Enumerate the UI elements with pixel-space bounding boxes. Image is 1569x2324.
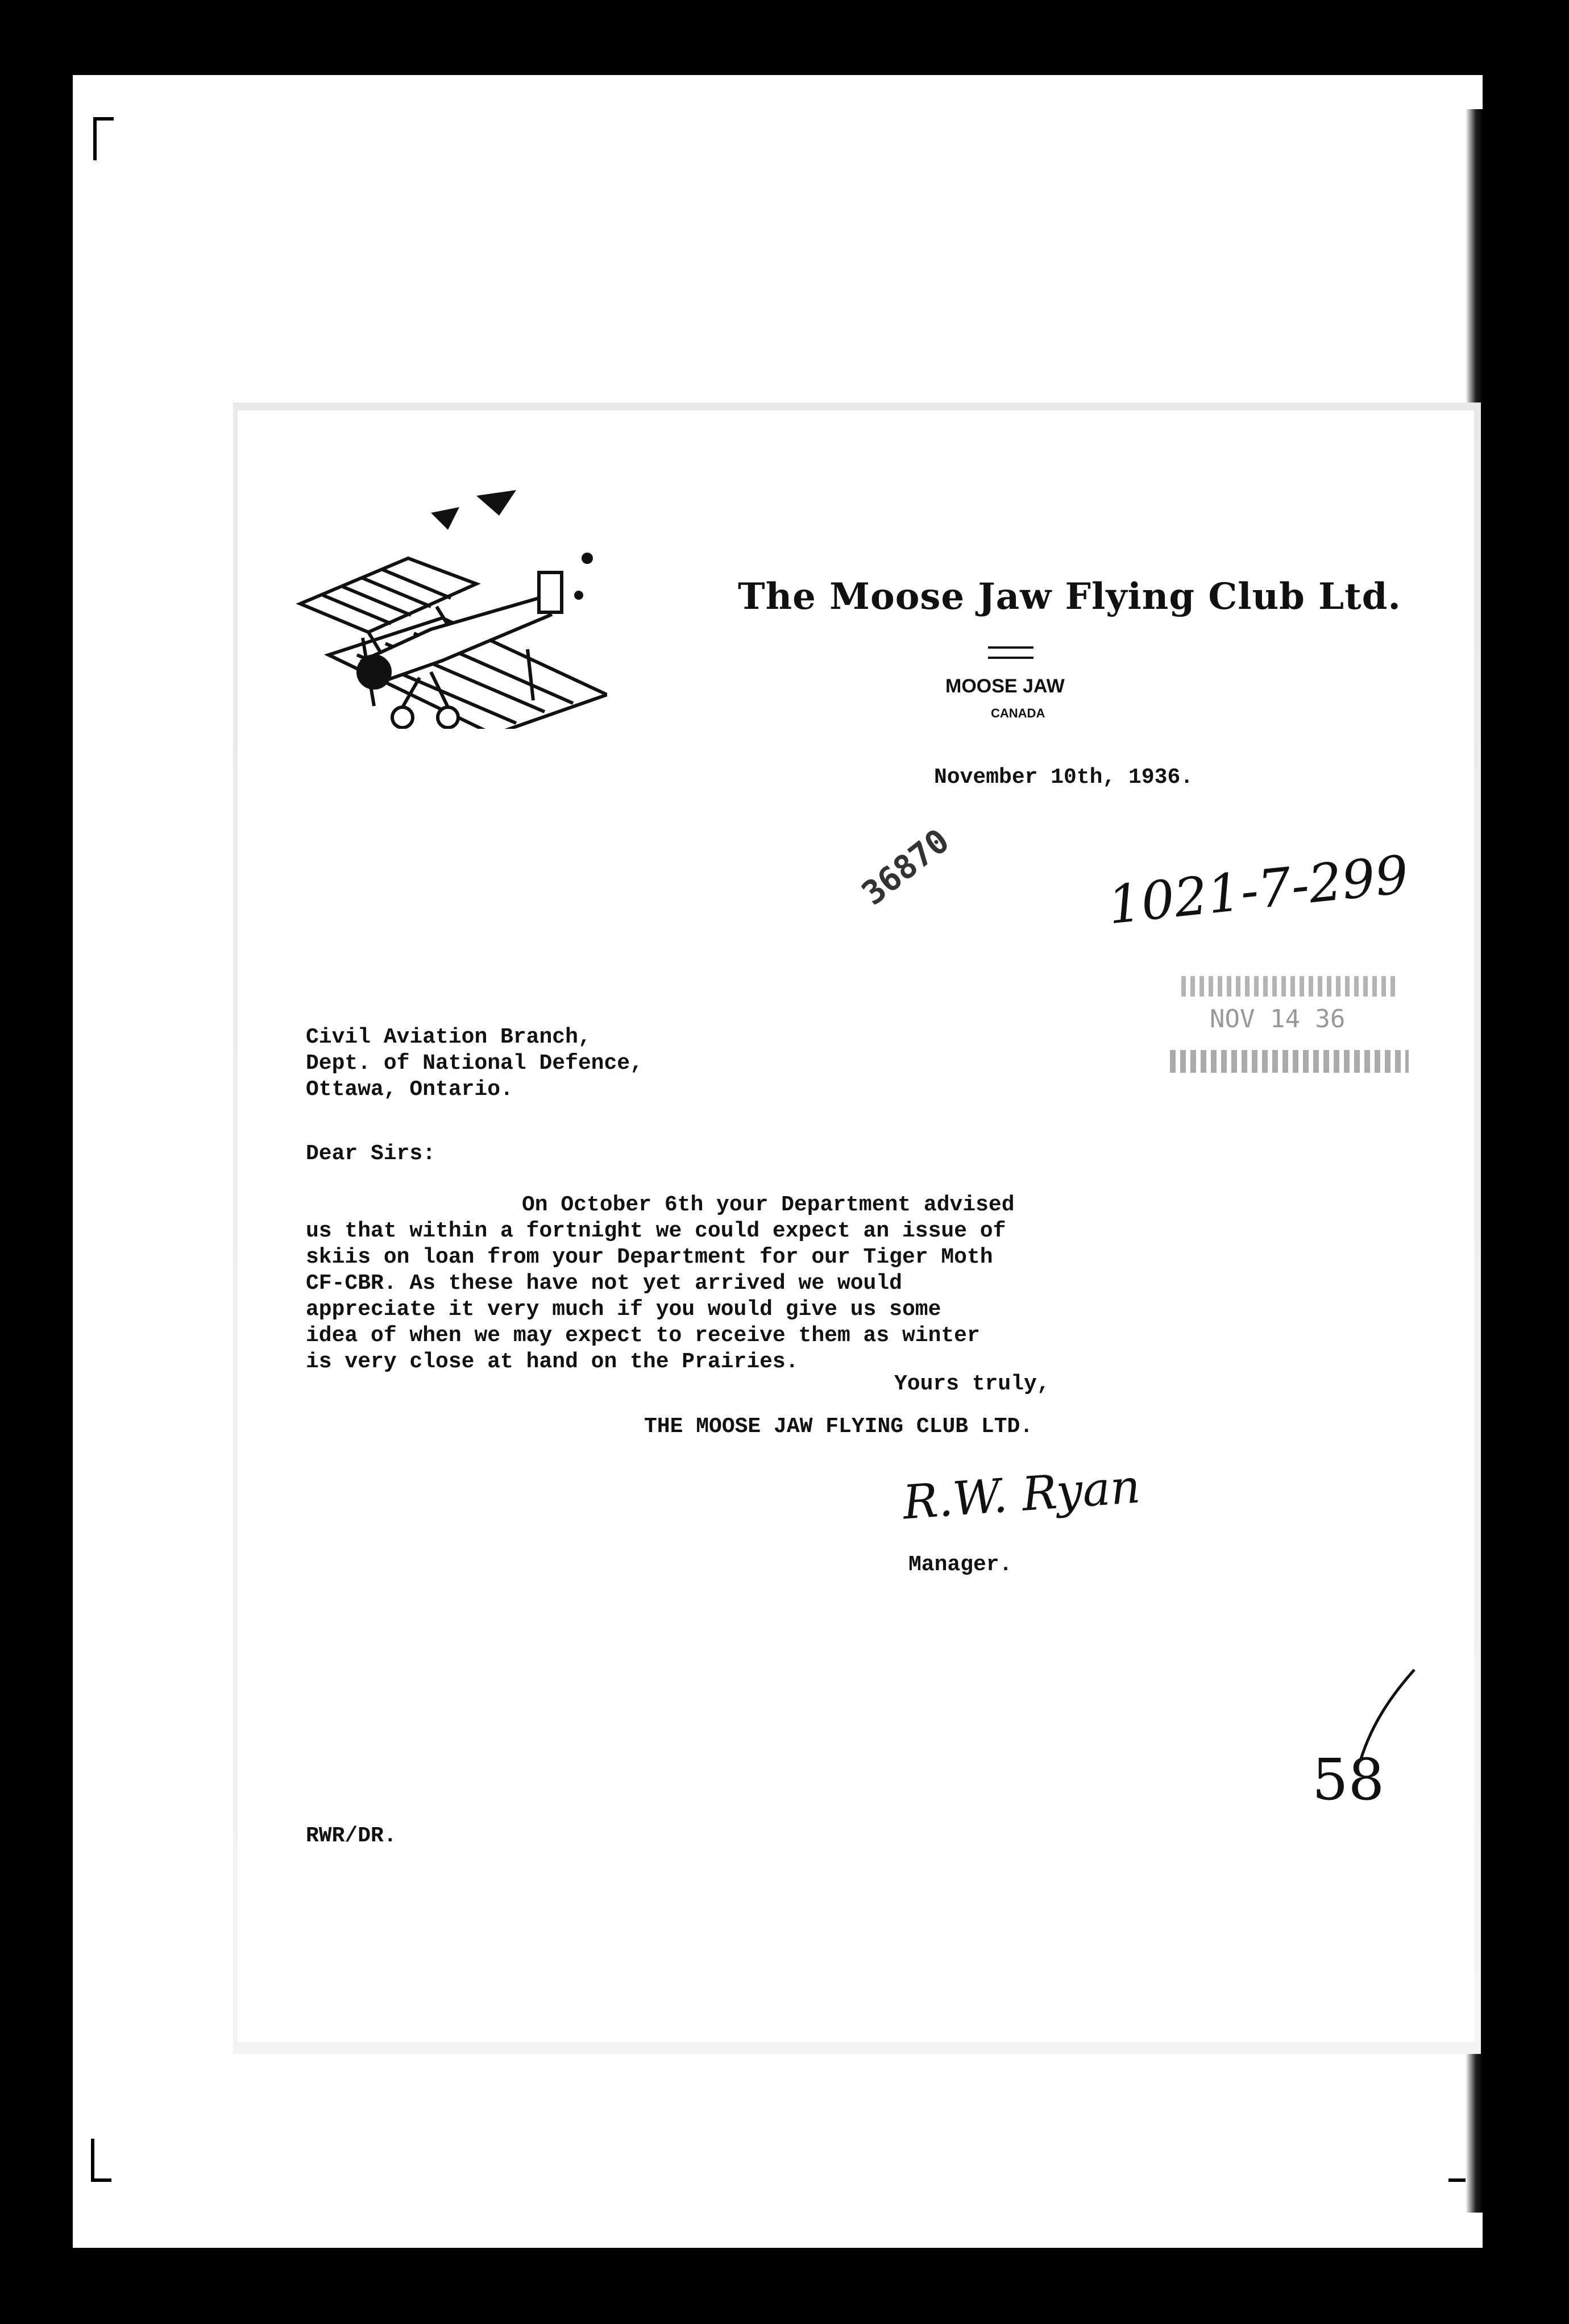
letter-date: November 10th, 1936. bbox=[934, 765, 1194, 790]
closing: Yours truly, bbox=[894, 1372, 1050, 1396]
reference-initials: RWR/DR. bbox=[306, 1824, 397, 1848]
body-line: is very close at hand on the Prairies. bbox=[306, 1350, 799, 1374]
registry-stamp-number: 36870 bbox=[854, 821, 957, 913]
corner-mark-bottom-left bbox=[91, 2139, 111, 2182]
body-line: idea of when we may expect to receive them as winter bbox=[306, 1323, 980, 1348]
handwritten-signature: R.W. Ryan bbox=[901, 1459, 1143, 1530]
file-number: 1021-7-299 bbox=[1105, 844, 1412, 936]
letterhead-divider bbox=[988, 646, 1033, 659]
signature-company: THE MOOSE JAW FLYING CLUB LTD. bbox=[644, 1414, 1033, 1439]
letter-page bbox=[238, 410, 1474, 2042]
stamp-smudge-bottom bbox=[1170, 1050, 1409, 1073]
recipient-line-1: Civil Aviation Branch, bbox=[306, 1025, 591, 1049]
body-line: On October 6th your Department advised bbox=[522, 1193, 1015, 1217]
recipient-line-3: Ottawa, Ontario. bbox=[306, 1077, 513, 1102]
received-stamp bbox=[1170, 970, 1414, 1095]
received-stamp-date: NOV 14 36 bbox=[1210, 1005, 1346, 1034]
salutation: Dear Sirs: bbox=[306, 1142, 436, 1166]
recipient-line-2: Dept. of National Defence, bbox=[306, 1051, 643, 1076]
biplane-logo bbox=[289, 484, 607, 729]
page-mark-stroke bbox=[1352, 1667, 1420, 1763]
film-frame bbox=[73, 75, 1483, 2248]
letterhead-country: CANADA bbox=[991, 706, 1045, 720]
letterhead-city: MOOSE JAW bbox=[945, 675, 1065, 697]
recipient-address bbox=[306, 1024, 643, 1103]
body-line: appreciate it very much if you would give us some bbox=[306, 1297, 941, 1322]
body-line: skiis on loan from your Department for our Tiger Moth bbox=[306, 1245, 993, 1269]
body-line: CF-CBR. As these have not yet arrived we would bbox=[306, 1271, 902, 1296]
signer-title: Manager. bbox=[908, 1553, 1012, 1577]
company-name: The Moose Jaw Flying Club Ltd. bbox=[738, 575, 1401, 618]
stamp-smudge-top bbox=[1181, 976, 1397, 997]
body-line: us that within a fortnight we could expect an issue of bbox=[306, 1219, 1006, 1243]
page-mark: 58 bbox=[1312, 1746, 1385, 1813]
corner-mark-top-left bbox=[93, 117, 114, 160]
letter-body bbox=[306, 1192, 1015, 1375]
